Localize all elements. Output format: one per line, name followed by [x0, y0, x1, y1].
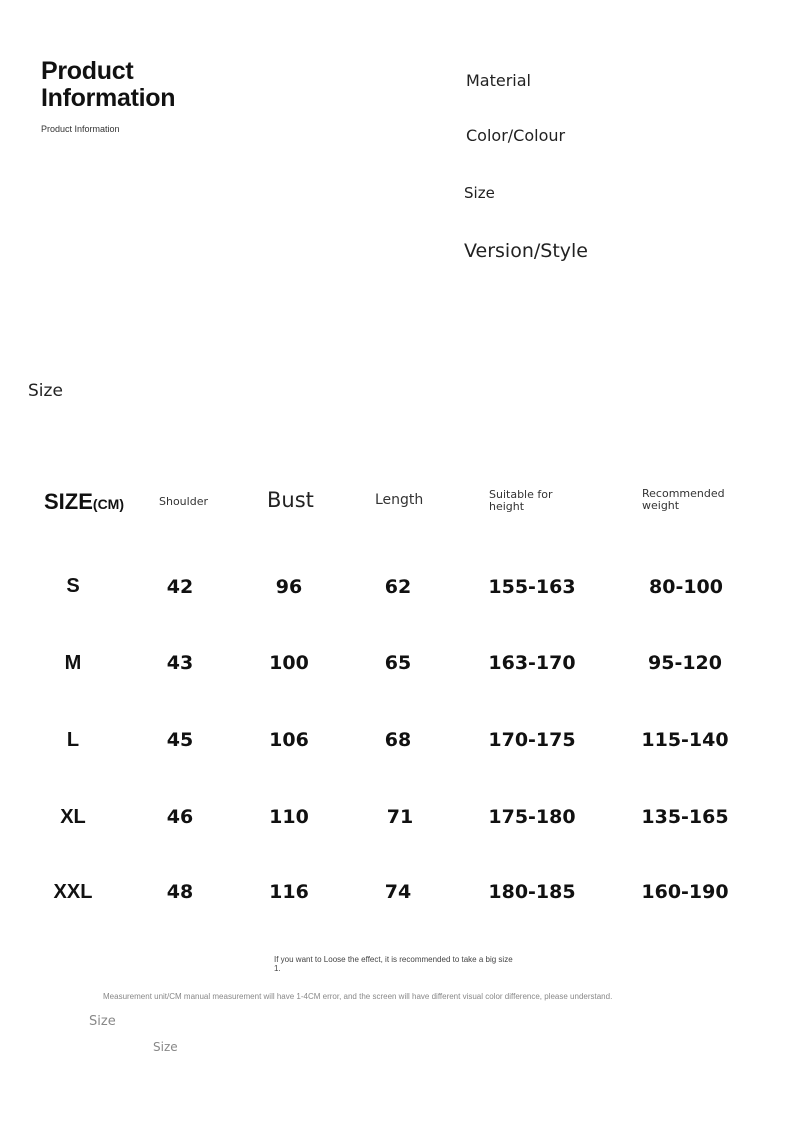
cell-size: L	[66, 729, 80, 751]
cell-bust: 116	[269, 881, 309, 903]
cell-shoulder: 42	[166, 576, 194, 598]
cell-height: 170-175	[488, 729, 576, 751]
cell-length: 68	[384, 729, 412, 751]
table-header-height: Suitable for height	[489, 488, 553, 513]
cell-shoulder: 48	[166, 881, 194, 903]
cell-length: 74	[384, 881, 412, 903]
cell-length: 65	[384, 652, 412, 674]
cell-height: 175-180	[488, 806, 576, 828]
cell-height: 155-163	[488, 576, 576, 598]
fit-recommendation-note: If you want to Loose the effect, it is recommended to take a big size 1.	[274, 955, 513, 973]
cell-length: 62	[384, 576, 412, 598]
cell-size: M	[64, 652, 82, 674]
page-subtitle: Product Information	[41, 124, 120, 134]
info-color-label: Color/Colour	[466, 126, 566, 145]
cell-bust: 100	[269, 652, 309, 674]
cell-bust: 96	[275, 576, 303, 598]
cell-size: XXL	[53, 881, 93, 903]
table-header-bust: Bust	[267, 488, 314, 512]
table-header-size	[44, 489, 124, 515]
cell-bust: 106	[269, 729, 309, 751]
info-size-label: Size	[464, 184, 495, 202]
table-header-weight: Recommended weight	[642, 487, 725, 512]
page-title: Product Information	[41, 57, 176, 112]
table-header-size-unit: (CM)	[92, 496, 125, 512]
cell-size: S	[66, 575, 80, 597]
table-header-length: Length	[375, 492, 424, 508]
measurement-disclaimer: Measurement unit/CM manual measurement will have 1-4CM error, and the screen will have different visual color difference, please understand.	[103, 992, 613, 1001]
faint-size-label-2: Size	[153, 1040, 178, 1054]
cell-shoulder: 43	[166, 652, 194, 674]
cell-bust: 110	[269, 806, 309, 828]
table-header-size-label: SIZE	[44, 489, 93, 514]
cell-size: XL	[60, 806, 86, 828]
cell-height: 163-170	[488, 652, 576, 674]
cell-weight: 160-190	[641, 881, 729, 903]
cell-height: 180-185	[488, 881, 576, 903]
faint-size-label-1: Size	[89, 1014, 116, 1029]
cell-weight: 135-165	[641, 806, 729, 828]
cell-shoulder: 45	[166, 729, 194, 751]
cell-weight: 95-120	[648, 652, 722, 674]
info-version-label: Version/Style	[464, 240, 588, 262]
cell-weight: 115-140	[641, 729, 729, 751]
cell-shoulder: 46	[166, 806, 194, 828]
cell-weight: 80-100	[649, 576, 723, 598]
table-header-shoulder: Shoulder	[159, 495, 208, 508]
info-material-label: Material	[466, 71, 531, 90]
cell-length: 71	[386, 806, 414, 828]
size-section-heading: Size	[28, 381, 63, 401]
